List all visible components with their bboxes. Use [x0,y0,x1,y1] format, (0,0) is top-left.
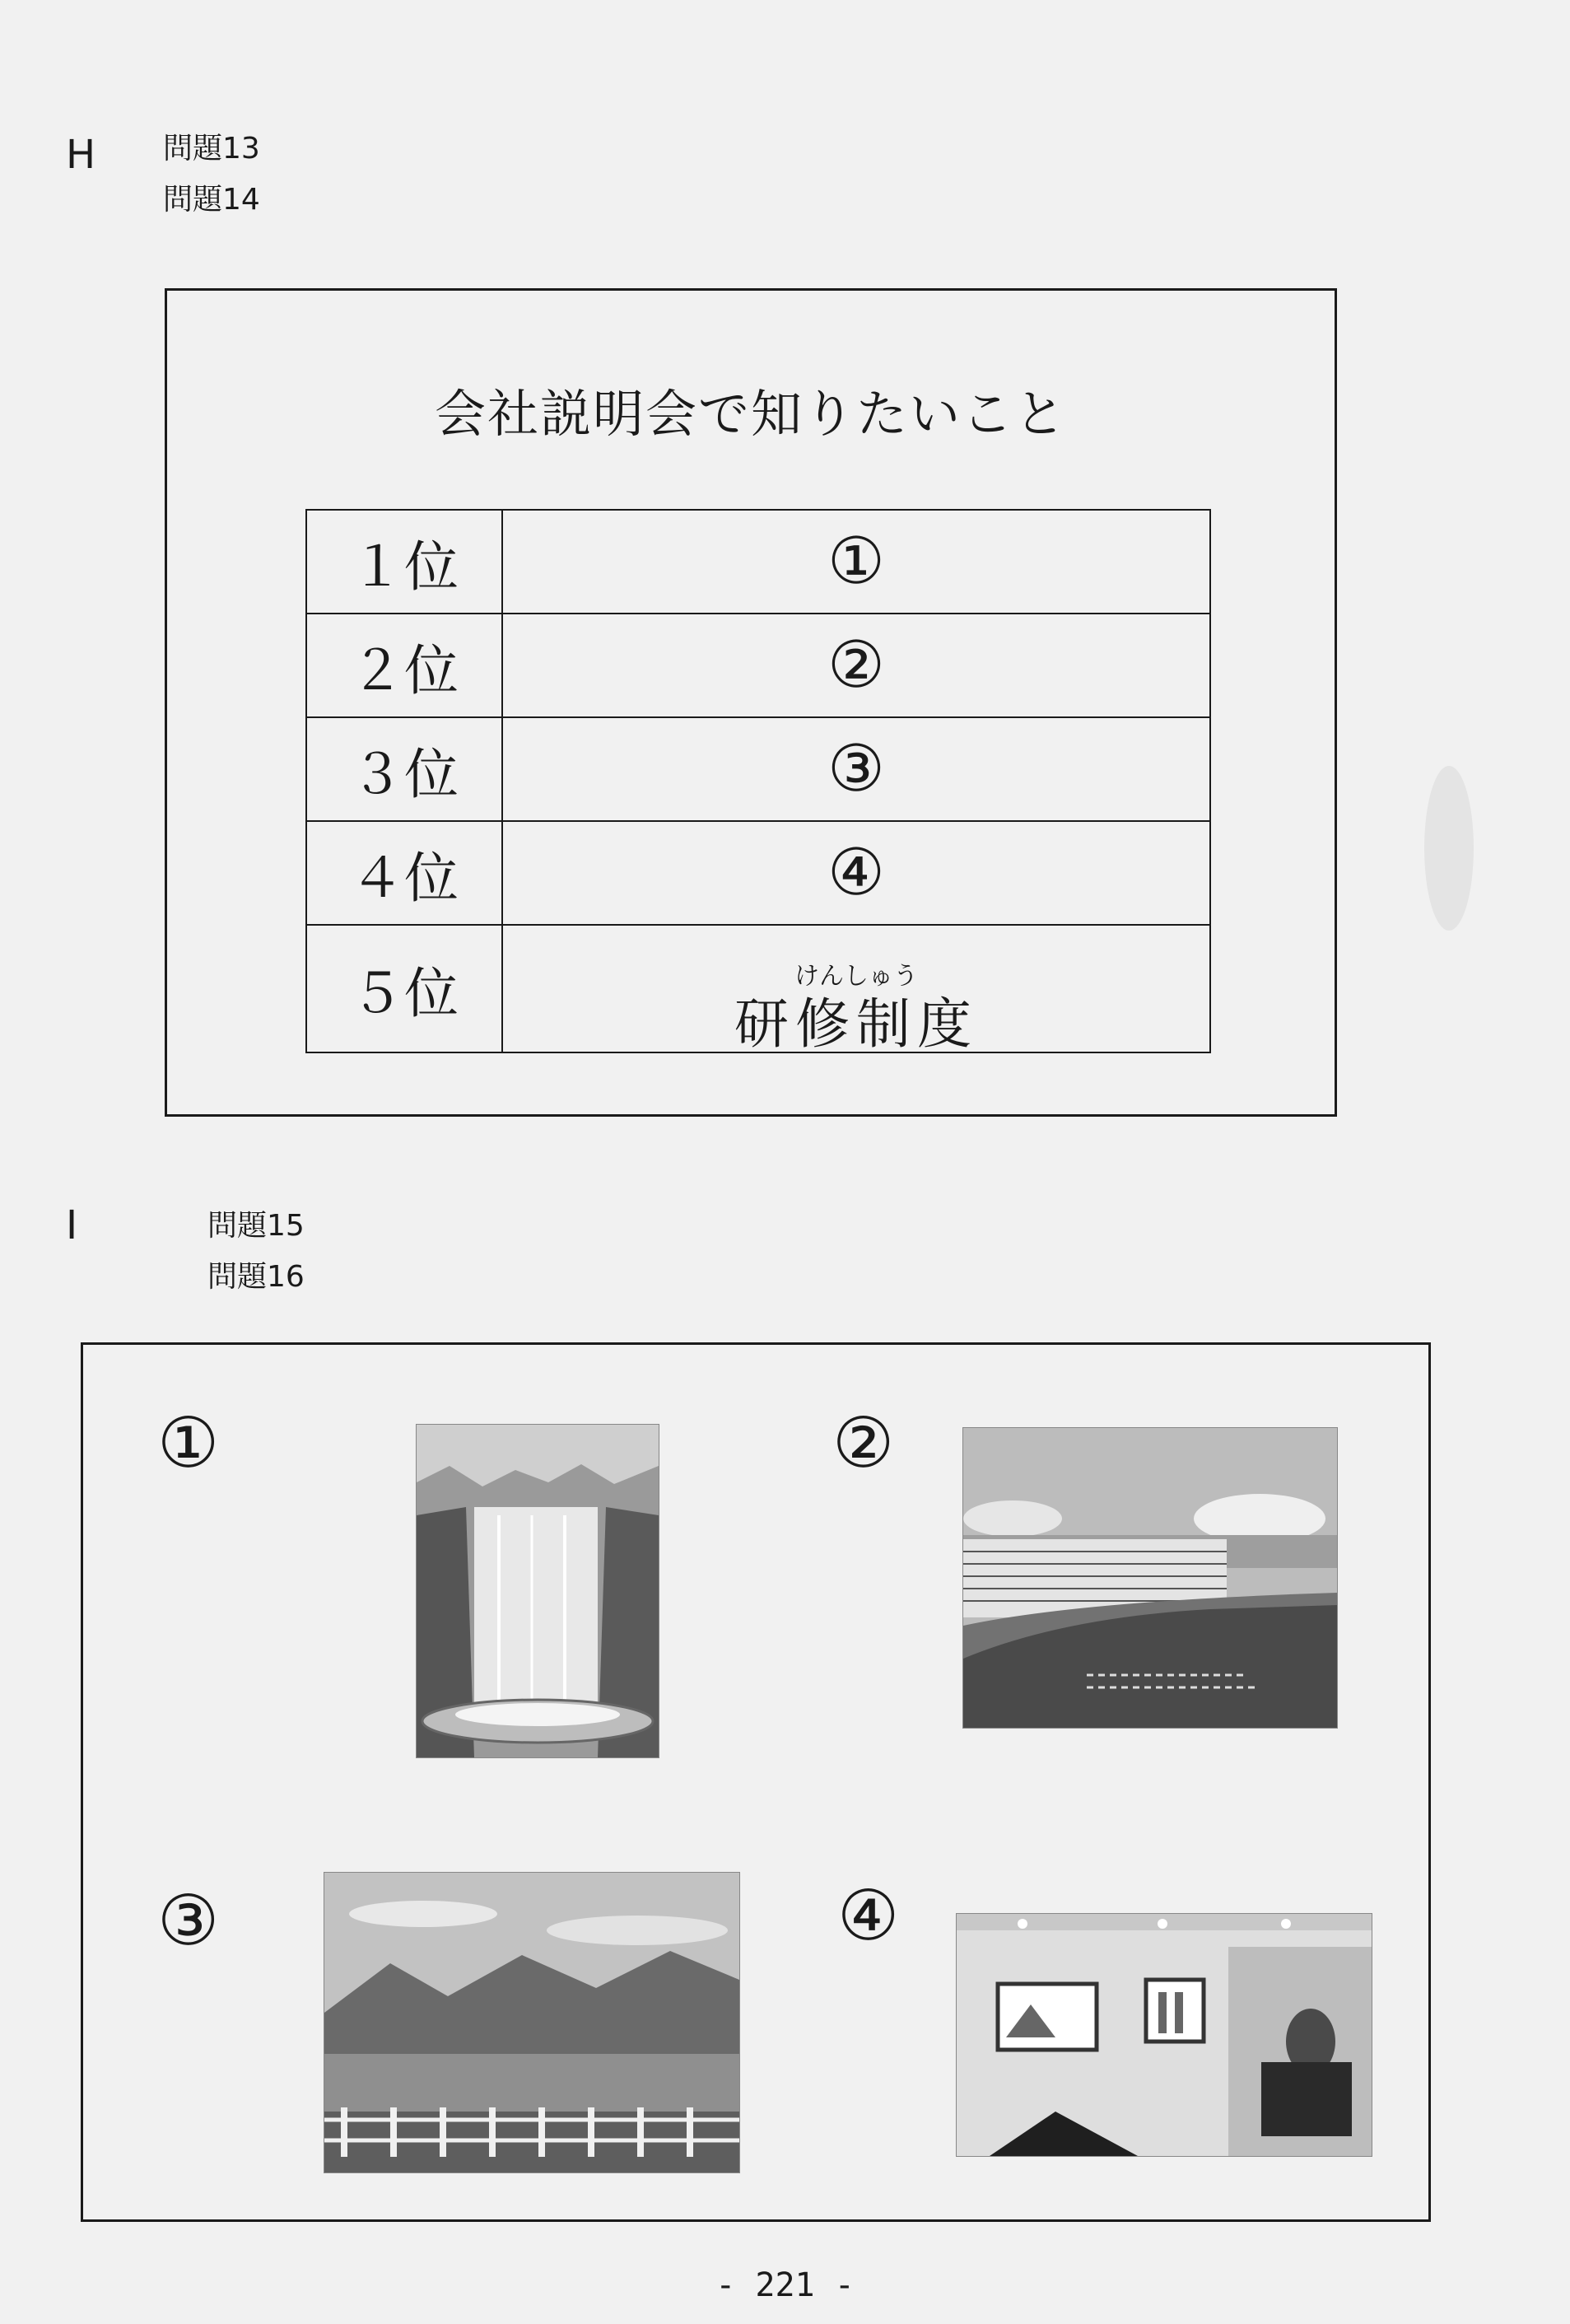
answer-blank: ① [502,510,1210,614]
table-row [306,510,1210,614]
ranking-table [305,509,1211,1056]
rank-label: ５位 [306,925,502,1052]
ranking-title: 会社説明会で知りたいこと [434,384,1067,444]
bleed-through-shadow [1424,766,1474,931]
waterfall-picture [416,1424,659,1758]
answer-blank: ③ [502,717,1210,821]
section-h-questions [163,124,260,226]
page-number: - 221 - [715,2266,855,2304]
rank-label: ３位 [306,717,502,821]
rank-label: ４位 [306,821,502,925]
option-1-number: ① [157,1402,220,1483]
table-row [306,821,1210,925]
section-i-questions [207,1201,305,1303]
mountain-lake-picture [324,1872,740,2173]
table-row [306,614,1210,717]
answer-blank: ④ [502,821,1210,925]
answer-cell [502,925,1210,1056]
ruby-reading: けんしゅう [794,962,918,991]
question-16-label: 問題16 [207,1260,305,1294]
answer-text: 研修制度 [734,992,978,1056]
answer-blank: ② [502,614,1210,717]
ruby-word [734,962,978,1056]
option-3-number: ③ [157,1880,220,1961]
seaside-hotel-picture [962,1427,1338,1729]
section-h-letter: H [66,132,96,178]
rank-label: ２位 [306,614,502,717]
question-15-label: 問題15 [207,1209,305,1243]
picture-options-frame [81,1342,1431,2222]
ranking-frame [165,288,1337,1117]
option-4-number: ④ [837,1875,900,1956]
question-13-label: 問題13 [163,132,260,166]
table-row [306,925,1210,1052]
question-14-label: 問題14 [163,183,260,217]
rank-label: １位 [306,510,502,614]
museum-gallery-picture [956,1913,1372,2157]
section-i-letter: I [66,1202,78,1248]
option-2-number: ② [832,1402,895,1483]
table-row [306,717,1210,821]
